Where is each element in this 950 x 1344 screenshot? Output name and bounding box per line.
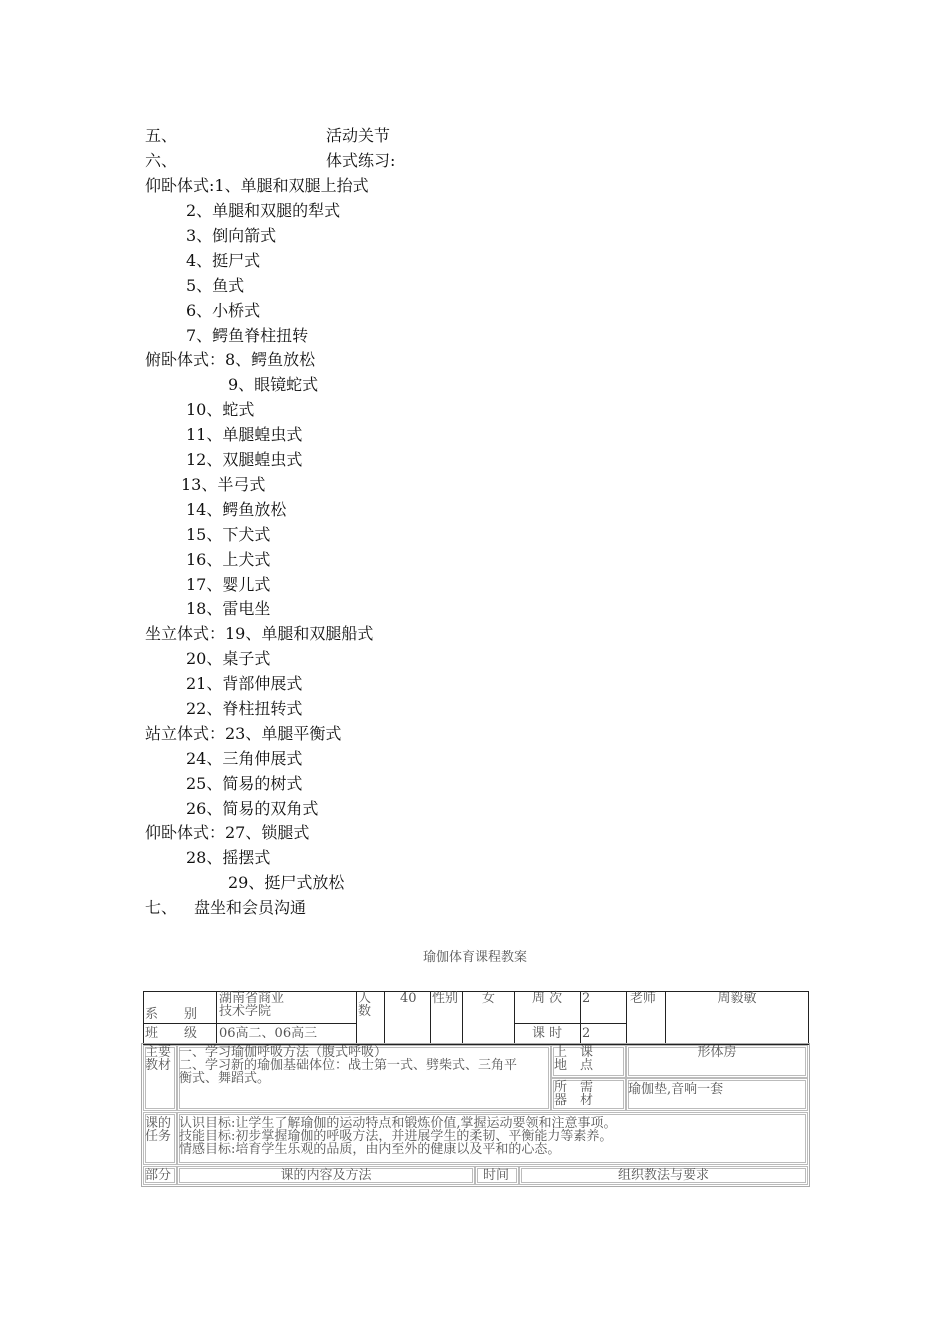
list-line: 15、下犬式 [186, 525, 271, 544]
list-line: 5、鱼式 [186, 276, 245, 295]
list-line: 五、 [145, 126, 178, 145]
content-text: 一、学习瑜伽呼吸方法（腹式呼吸） 二、学习新的瑜伽基础体位：战士第一式、劈柴式、三角平 衡式、舞蹈式。 [179, 1045, 518, 1086]
time-header: 时间 [483, 1168, 510, 1183]
list-line: 12、双腿蝗虫式 [186, 450, 303, 469]
list-line: 3、倒向箭式 [186, 226, 277, 245]
list-line: 体式练习: [326, 151, 396, 170]
count-value: 40 [400, 991, 417, 1006]
list-line: 六、 [145, 151, 178, 170]
method-header: 课的内容及方法 [280, 1168, 372, 1183]
list-line: 13、半弓式 [181, 475, 266, 494]
list-line: 10、蛇式 [186, 400, 255, 419]
gender-label: 性别 [432, 991, 459, 1006]
list-line: 26、简易的双角式 [186, 799, 319, 818]
list-line: 29、挺尸式放松 [228, 873, 345, 892]
list-line: 盘坐和会员沟通 [194, 898, 307, 917]
list-line: 17、婴儿式 [186, 575, 271, 594]
list-line: 坐立体式：19、单腿和双腿船式 [145, 624, 374, 643]
list-line: 24、三角伸展式 [186, 749, 303, 768]
equip-label: 所 需 器 材 [554, 1080, 594, 1108]
list-line: 6、小桥式 [186, 301, 261, 320]
list-line: 20、桌子式 [186, 649, 271, 668]
list-line: 2、单腿和双腿的犁式 [186, 201, 341, 220]
part-header: 部分 [145, 1168, 172, 1183]
task-label: 课的 任务 [145, 1116, 172, 1144]
lesson-plan-title: 瑜伽体育课程教案 [422, 950, 527, 965]
class-label: 班 级 [145, 1026, 198, 1041]
teacher-label: 老师 [630, 991, 657, 1006]
list-line: 仰卧体式:1、单腿和双腿上抬式 [145, 176, 369, 195]
hours-label: 课 时 [532, 1026, 563, 1041]
equip-value: 瑜伽垫,音响一套 [628, 1082, 724, 1097]
list-line: 七、 [145, 898, 178, 917]
list-line: 活动关节 [326, 126, 391, 145]
week-value: 2 [582, 991, 591, 1006]
list-line: 25、简易的树式 [186, 774, 303, 793]
hours-value: 2 [582, 1026, 591, 1041]
list-line: 28、摇摆式 [186, 848, 271, 867]
list-line: 7、鳄鱼脊柱扭转 [186, 326, 309, 345]
list-line: 16、上犬式 [186, 550, 271, 569]
gender-value: 女 [482, 991, 496, 1006]
list-line: 站立体式：23、单腿平衡式 [145, 724, 342, 743]
list-line: 9、眼镜蛇式 [228, 375, 319, 394]
class-value: 06高二、06高三 [219, 1026, 318, 1041]
teacher-value: 周毅敏 [717, 991, 757, 1006]
place-value: 形体房 [697, 1045, 737, 1060]
week-label: 周 次 [532, 991, 563, 1006]
content-label: 主要 教材 [145, 1045, 172, 1073]
list-line: 11、单腿蝗虫式 [186, 425, 303, 444]
list-line: 21、背部伸展式 [186, 674, 303, 693]
list-line: 22、脊柱扭转式 [186, 699, 303, 718]
dept-label: 系 别 [145, 1007, 198, 1022]
task-text: 认识目标:让学生了解瑜伽的运动特点和锻炼价值,掌握运动要领和注意事项。 技能目标:初步掌握瑜伽的呼吸方法，并进展学生的柔韧、平衡能力等素养。 情感目标:培育学生乐观的品质，由内至外的健康以及平和的心态。 [179, 1116, 617, 1157]
place-label: 上 课 地 点 [554, 1045, 594, 1073]
list-line: 18、雷电坐 [186, 599, 271, 618]
count-label: 人 数 [358, 991, 372, 1019]
requirements-header: 组织教法与要求 [617, 1168, 709, 1183]
list-line: 14、鳄鱼放松 [186, 500, 287, 519]
list-line: 仰卧体式：27、锁腿式 [145, 823, 310, 842]
list-line: 俯卧体式：8、鳄鱼放松 [145, 350, 316, 369]
list-line: 4、挺尸式 [186, 251, 261, 270]
school-name: 湖南省商业 技术学院 [219, 991, 285, 1019]
